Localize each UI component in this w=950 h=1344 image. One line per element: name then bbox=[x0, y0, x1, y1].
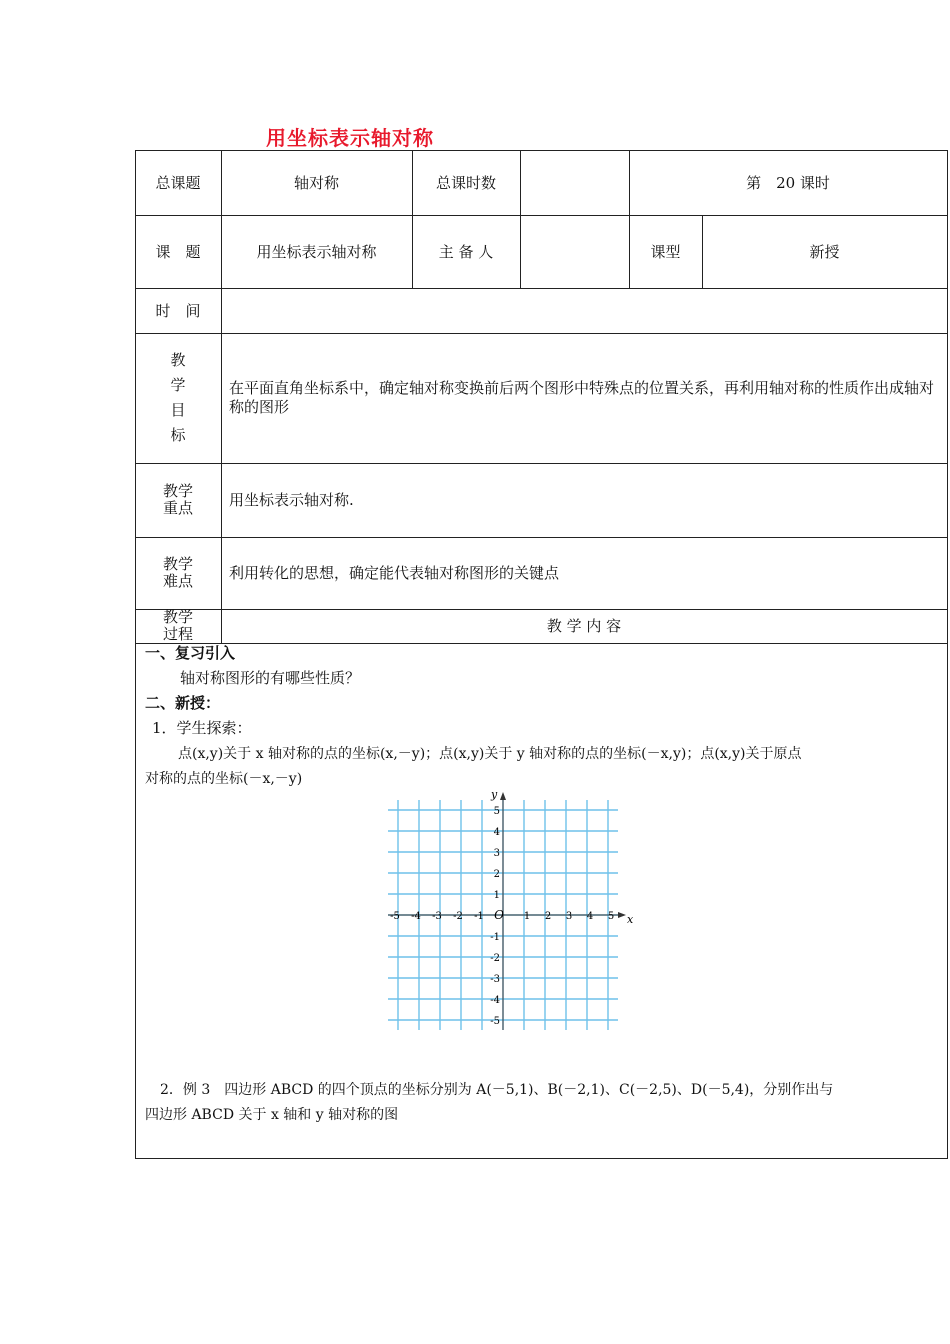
item1-heading: 1．学生探索： bbox=[152, 719, 252, 737]
key-points-text: 用坐标表示轴对称. bbox=[229, 491, 354, 509]
time-label: 时 间 bbox=[155, 301, 201, 320]
x-tick-label: 3 bbox=[565, 911, 573, 922]
goals-label-char: 学 bbox=[170, 376, 186, 394]
difficulties-label-line: 难点 bbox=[162, 572, 193, 590]
x-tick-label: 2 bbox=[544, 911, 552, 922]
coordinate-grid bbox=[390, 788, 640, 1040]
content-header: 教 学 内 容 bbox=[546, 617, 622, 635]
goals-text: 在平面直角坐标系中，确定轴对称变换前后两个图形中特殊点的位置关系，再利用轴对称的性质作出成轴对称的图形 bbox=[229, 379, 935, 416]
y-axis-label: y bbox=[491, 788, 498, 801]
time-value bbox=[221, 288, 947, 333]
preparer-value bbox=[520, 215, 629, 288]
y-tick-label: -1 bbox=[490, 932, 500, 943]
x-tick-label: 5 bbox=[607, 911, 615, 922]
difficulties-label bbox=[135, 537, 221, 609]
x-tick-label: -2 bbox=[453, 911, 463, 922]
key-points-label bbox=[135, 463, 221, 537]
item2-line1: 2．例 3 四边形 ABCD 的四个顶点的坐标分别为 A(－5,1)、B(－2,1)、C(－2,5)、D(－5,4)，分别作出与 bbox=[160, 1082, 834, 1098]
origin-label: O bbox=[494, 908, 504, 922]
x-axis-arrow bbox=[618, 912, 626, 918]
section1-heading: 一、复习引入 bbox=[145, 644, 236, 662]
topic-label: 课 题 bbox=[155, 242, 201, 261]
x-tick-label: -3 bbox=[432, 911, 442, 922]
preparer-label: 主 备 人 bbox=[438, 242, 494, 261]
y-tick-label: -4 bbox=[490, 995, 500, 1006]
process-label-line: 过程 bbox=[162, 625, 193, 643]
goals-label-char: 标 bbox=[170, 426, 186, 444]
item1-text-line2: 对称的点的坐标(－x,－y) bbox=[145, 771, 303, 787]
y-tick-label: 1 bbox=[493, 890, 500, 901]
key-points-label-line: 教学 bbox=[162, 482, 193, 500]
x-axis-label: x bbox=[627, 913, 634, 926]
y-axis-arrow bbox=[500, 792, 506, 800]
total-topic-label: 总课题 bbox=[155, 173, 201, 192]
y-tick-label: -5 bbox=[490, 1016, 500, 1027]
process-label bbox=[135, 609, 221, 643]
difficulties-label-line: 教学 bbox=[162, 555, 193, 573]
section1-question: 轴对称图形的有哪些性质？ bbox=[180, 669, 361, 687]
goals-label bbox=[135, 333, 221, 463]
key-points-label-line: 重点 bbox=[162, 499, 193, 517]
table-border bbox=[135, 643, 948, 644]
x-tick-label: -4 bbox=[411, 911, 421, 922]
y-tick-label: -2 bbox=[490, 953, 500, 964]
item1-text-line1: 点(x,y)关于 x 轴对称的点的坐标(x,－y)；点(x,y)关于 y 轴对称的点的坐标(－x,y)；点(x,y)关于原点 bbox=[178, 746, 802, 762]
type-label: 课型 bbox=[650, 242, 681, 261]
x-tick-label: -5 bbox=[390, 911, 400, 922]
x-tick-label: -1 bbox=[474, 911, 484, 922]
goals-label-char: 目 bbox=[170, 401, 186, 419]
item2-line2: 四边形 ABCD 关于 x 轴和 y 轴对称的图 bbox=[145, 1107, 399, 1123]
difficulties-text: 利用转化的思想，确定能代表轴对称图形的关键点 bbox=[229, 564, 560, 582]
process-label-line: 教学 bbox=[162, 608, 193, 626]
y-tick-label: -3 bbox=[490, 974, 500, 985]
type-value: 新授 bbox=[809, 242, 840, 261]
y-tick-label: 3 bbox=[493, 848, 500, 859]
total-topic-value: 轴对称 bbox=[293, 173, 339, 192]
y-tick-label: 5 bbox=[493, 806, 500, 817]
period-text: 第 20 课时 bbox=[746, 173, 830, 192]
y-tick-label: 4 bbox=[493, 827, 500, 838]
table-border bbox=[135, 1158, 948, 1159]
table-border bbox=[947, 150, 948, 1159]
page-title: 用坐标表示轴对称 bbox=[266, 126, 434, 150]
x-tick-label: 4 bbox=[586, 911, 594, 922]
goals-label-char: 教 bbox=[170, 351, 186, 369]
total-hours-label: 总课时数 bbox=[435, 173, 496, 192]
x-tick-label: 1 bbox=[523, 911, 531, 922]
section2-heading: 二、新授： bbox=[145, 694, 221, 712]
topic-value: 用坐标表示轴对称 bbox=[256, 242, 377, 261]
y-tick-label: 2 bbox=[493, 869, 500, 880]
total-hours-value bbox=[520, 150, 629, 215]
